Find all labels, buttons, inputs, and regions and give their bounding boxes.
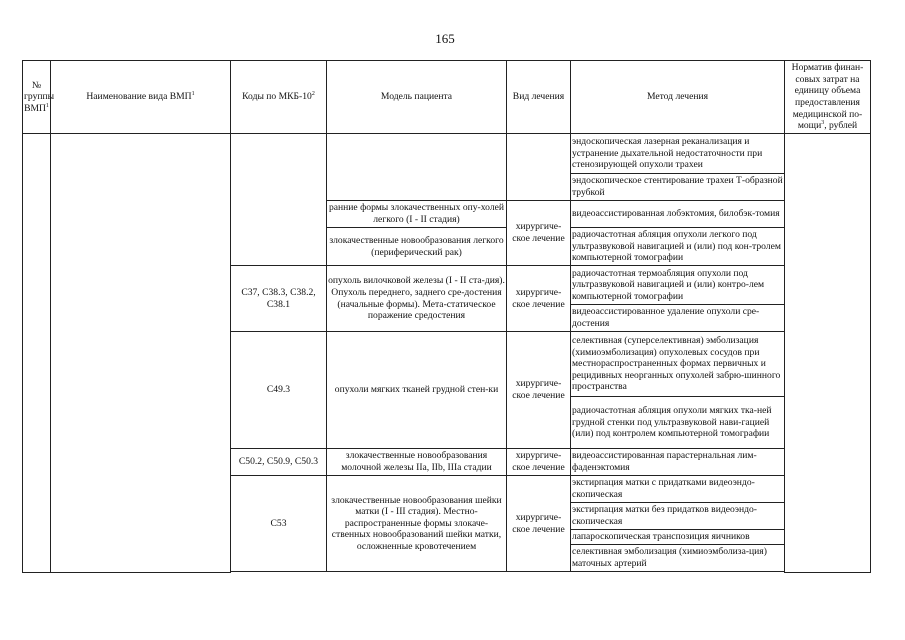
cell-icd-codes: C50.2, C50.9, C50.3: [231, 449, 327, 476]
header-treatment-type: Вид лечения: [507, 61, 571, 134]
cell-group-no: [23, 134, 51, 573]
page-number: 165: [435, 31, 455, 46]
cell-treatment-type: хирургиче-ское лечение: [507, 449, 571, 476]
cell-treatment-type: [507, 134, 571, 201]
table-row: [23, 134, 871, 174]
cell-vmp-name: [51, 134, 231, 573]
cell-method: радиочастотная термоабляция опухоли под ультразвуковой навигацией и (или) контро-лем компьютерной томографии: [571, 266, 785, 305]
cell-icd-codes: C53: [231, 476, 327, 572]
header-row: [23, 61, 871, 134]
cell-treatment-type: хирургиче-ское лечение: [507, 476, 571, 572]
cell-method: экстирпация матки без придатков видеоэндо-скопическая: [571, 503, 785, 530]
cell-method: видеоассистированная парастернальная лим-фаденэктомия: [571, 449, 785, 476]
cell-method: радиочастотная абляция опухоли мягких тка-ней грудной стенки под ультразвуковой нави-гацией (или) под контролем компьютерной томографии: [571, 397, 785, 449]
cell-method: видеоассистированное удаление опухоли сре-достения: [571, 305, 785, 332]
cell-patient-model: опухоли мягких тканей грудной стен-ки: [327, 332, 507, 449]
cell-method: селективная (суперселективная) эмболизация (химиоэмболизация) опухолевых сосудов при местнораспространенных формах первичных и рецидивных неорганных опухолей забрю-шинного пространства: [571, 332, 785, 397]
header-treatment-method: Метод лечения: [571, 61, 785, 134]
cell-patient-model: злокачественные новообразования молочной железы IIa, IIb, IIIa стадии: [327, 449, 507, 476]
cell-patient-model: [327, 134, 507, 201]
cell-patient-model: ранние формы злокачественных опу-холей легкого (I - II стадия): [327, 201, 507, 228]
cell-method: экстирпация матки с придатками видеоэндо-скопическая: [571, 476, 785, 503]
cell-treatment-type: хирургиче-ское лечение: [507, 332, 571, 449]
cell-method: эндоскопическая лазерная реканализация и устранение дыхательной недостаточности при стенозирующей опухоли трахеи: [571, 134, 785, 174]
cell-method: селективная эмболизация (химиоэмболиза-ция) маточных артерий: [571, 545, 785, 572]
cell-cost-norm: [785, 134, 871, 573]
header-icd-codes: Коды по МКБ-$10^2$: [231, 61, 327, 134]
cell-icd-codes: C49.3: [231, 332, 327, 449]
cell-patient-model: опухоль вилочковой железы (I - II ста-дия). Опухоль переднего, заднего сре-достения (начальные формы). Мета-статическое поражение средостения: [327, 266, 507, 332]
cell-treatment-type: хирургиче-ское лечение: [507, 266, 571, 332]
vmp-table: [22, 60, 871, 573]
cell-method: лапароскопическая транспозиция яичников: [571, 530, 785, 545]
cell-treatment-type: хирургиче-ское лечение: [507, 201, 571, 266]
cell-method: радиочастотная абляция опухоли легкого под ультразвуковой навигацией и (или) под кон-тролем компьютерной томографии: [571, 228, 785, 266]
cell-icd-codes: C37, C38.3, C38.2, C38.1: [231, 266, 327, 332]
cell-method: эндоскопическое стентирование трахеи Т-образной трубкой: [571, 174, 785, 201]
cell-patient-model: злокачественные новообразования легкого (периферический рак): [327, 228, 507, 266]
header-group-no: № группы ВМП$^1$: [23, 61, 51, 134]
header-cost-norm: Норматив финан-совых затрат на единицу объема предоставления медицинской по-мощи$^3$, рублей: [785, 61, 871, 134]
header-patient-model: Модель пациента: [327, 61, 507, 134]
cell-icd-codes: [231, 134, 327, 266]
cell-method: видеоассистированная лобэктомия, билобэк-томия: [571, 201, 785, 228]
cell-patient-model: злокачественные новообразования шейки матки (I - III стадия). Местно-распространенные формы злокаче-ственных новообразований шейки матки, осложненные кровотечением: [327, 476, 507, 572]
header-vmp-name: Наименование вида ВМП$^1$: [51, 61, 231, 134]
